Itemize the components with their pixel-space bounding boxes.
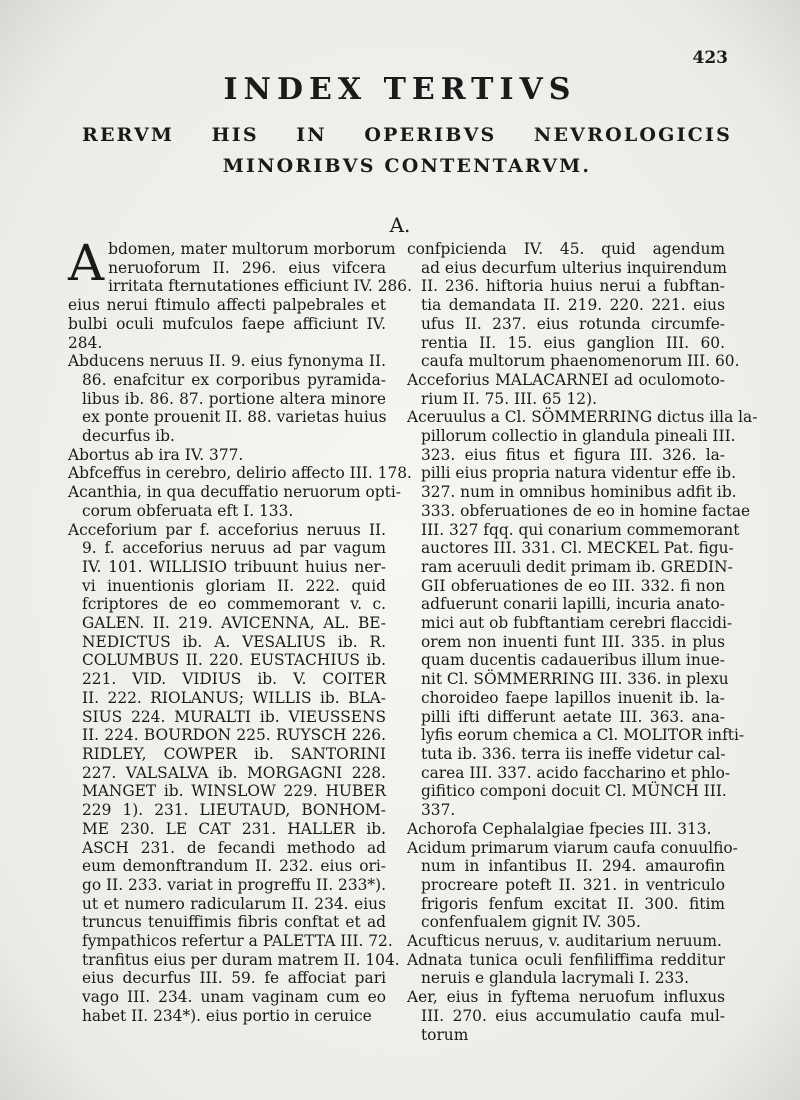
- entry-line: rium II. 75. III. 65 12).: [421, 389, 597, 408]
- entry-line: Achorofa Cephalalgiae fpecies III. 313.: [407, 819, 712, 838]
- entry-line: neruoforum II. 296. eius vifcera: [108, 258, 386, 277]
- entry-line: III. 270. eius accumulatio caufa mul-: [421, 1006, 725, 1025]
- entry-line: mici aut ob fubftantiam cerebri flaccidi-: [421, 614, 733, 633]
- entry-line: Acanthia, in qua decuffatio neruorum opti-: [68, 483, 401, 502]
- entry-line: orem non inuenti funt III. 335. in plus: [421, 632, 725, 651]
- entry-line: eius nerui ftimulo affecti palpebrales et: [68, 296, 386, 315]
- index-entry: [407, 951, 725, 988]
- entry-line: carea III. 337. acido faccharino et phlo-: [421, 763, 731, 782]
- entry-line: 327. num in omnibus hominibus adfit ib.: [421, 483, 737, 502]
- entry-line: confenfualem gignit IV. 305.: [421, 913, 641, 932]
- index-entry: [68, 446, 386, 465]
- entry-line: eum demonftrandum II. 232. eius ori-: [82, 857, 386, 876]
- entry-line: NEDICTUS ib. A. VESALIUS ib. R.: [82, 632, 386, 651]
- entry-line: pillorum collectio in glandula pineali III.: [421, 427, 736, 446]
- entry-line: corum obferuata eft I. 133.: [82, 501, 294, 520]
- entry-line: 227. VALSALVA ib. MORGAGNI 228.: [82, 763, 386, 782]
- entry-line: decurfus ib.: [82, 427, 175, 446]
- entry-line: Abfceffus in cerebro, delirio affecto III. 178.: [68, 464, 412, 483]
- index-entry: [68, 520, 400, 1026]
- entry-line: 337.: [421, 801, 456, 820]
- entry-line: ram aceruuli dedit primam ib. GREDIN-: [421, 557, 733, 576]
- section-letter: A.: [389, 213, 411, 237]
- index-entry: [407, 240, 740, 371]
- entry-line: GALEN. II. 219. AVICENNA, AL. BE-: [82, 614, 386, 633]
- entry-line: ufus II. 237. eius rotunda circumfe-: [421, 314, 725, 333]
- entry-line: 229 1). 231. LIEUTAUD, BONHOM-: [82, 801, 386, 820]
- entry-line: MANGET ib. WINSLOW 229. HUBER: [82, 782, 386, 801]
- entry-line: pilli ifti differunt aetate III. 363. ana-: [421, 707, 725, 726]
- entry-line: caufa multorum phaenomenorum III. 60.: [421, 352, 740, 371]
- entry-line: tuta ib. 336. terra iis ineffe videtur cal-: [421, 744, 726, 763]
- entry-line: 86. enafcitur ex corporibus pyramida-: [82, 370, 386, 389]
- index-entry: [407, 932, 725, 951]
- entry-line: neruis e glandula lacrymali I. 233.: [421, 969, 690, 988]
- entry-line: Acceforius MALACARNEI ad oculomoto-: [407, 370, 725, 389]
- entry-line: confpicienda IV. 45. quid agendum: [407, 240, 725, 258]
- page-number: 423: [692, 48, 728, 68]
- entry-line: II. 236. hiftoria huius nerui a fubftan-: [421, 277, 725, 296]
- entry-line: gifitico componi docuit Cl. MÜNCH III.: [421, 782, 727, 801]
- entry-line: habet II. 234*). eius portio in ceruice: [82, 1006, 372, 1025]
- index-subtitle: RERVM HIS IN OPERIBVS NEVROLOGICIS MINORIBVS CONTENTARVM.: [82, 124, 732, 177]
- entry-line: ex ponte prouenit II. 88. varietas huius: [82, 408, 387, 427]
- entry-line: bulbi oculi mufculos faepe afficiunt IV.: [68, 314, 386, 333]
- entry-line: RIDLEY, COWPER ib. SANTORINI: [82, 744, 386, 763]
- entry-line: 284.: [68, 333, 103, 352]
- entry-line: ad eius decurfum ulterius inquirendum: [421, 258, 727, 277]
- index-entry: [68, 352, 386, 446]
- index-entry: [68, 483, 401, 520]
- index-entry: [68, 464, 412, 483]
- drop-cap: A: [68, 234, 105, 292]
- entry-line: procreare poteft II. 321. in ventriculo: [421, 875, 725, 894]
- entry-line: frigoris fenfum excitat II. 300. fitim: [421, 894, 725, 913]
- index-title: INDEX TERTIVS: [223, 72, 577, 107]
- entry-line: Adnata tunica oculi fenfiliffima redditur: [407, 950, 725, 969]
- index-entry: [407, 988, 725, 1044]
- entry-line: III. 327 fqq. qui conarium commemorant: [421, 520, 740, 539]
- entry-line: 333. obferuationes de eo in homine factae: [421, 501, 751, 520]
- index-entry: [68, 234, 412, 352]
- entry-line: 221. VID. VIDIUS ib. V. COITER: [82, 670, 386, 689]
- entry-line: 323. eius fitus et figura III. 326. la-: [421, 445, 725, 464]
- entry-line: quam ducentis cadaueribus illum inue-: [421, 651, 725, 670]
- entry-line: II. 222. RIOLANUS; WILLIS ib. BLA-: [82, 688, 386, 707]
- entry-line: Aer, eius in fyftema neruofum influxus: [407, 988, 725, 1007]
- entry-line: bdomen, mater multorum morborum: [108, 240, 396, 258]
- entry-line: COLUMBUS II. 220. EUSTACHIUS ib.: [82, 651, 386, 670]
- entry-line: go II. 233. variat in progreffu II. 233*).: [82, 875, 386, 894]
- entry-line: Acufticus neruus, v. auditarium neruum.: [407, 932, 722, 951]
- entry-line: ut et numero radicularum II. 234. eius: [82, 894, 386, 913]
- entry-line: irritata fternutationes efficiunt IV. 286.: [108, 277, 412, 296]
- entry-line: Aceruulus a Cl. SÖMMERRING dictus illa la-: [407, 408, 758, 427]
- entry-line: vi inuentionis gloriam II. 222. quid: [82, 576, 386, 595]
- entry-line: eius decurfus III. 59. fe affociat pari: [82, 969, 386, 988]
- entry-line: ASCH 231. de fecandi methodo ad: [82, 838, 386, 857]
- left-column: [68, 234, 412, 1026]
- index-entry: [407, 408, 758, 820]
- entry-line: vago III. 234. unam vaginam cum eo: [82, 988, 386, 1007]
- entry-line: Abducens neruus II. 9. eius fynonyma II.: [68, 352, 386, 371]
- entry-line: tranfitus eius per duram matrem II. 104.: [82, 950, 400, 969]
- entry-line: ME 230. LE CAT 231. HALLER ib.: [82, 819, 386, 838]
- entry-line: truncus tenuiffimis fibris conftat et ad: [82, 913, 386, 932]
- entry-line: libus ib. 86. 87. portione altera minore: [82, 389, 386, 408]
- entry-line: Acceforium par f. acceforius neruus II.: [68, 520, 386, 539]
- entry-line: tia demandata II. 219. 220. 221. eius: [421, 296, 725, 315]
- index-entry: [407, 838, 738, 933]
- entry-line: fcriptores de eo commemorant v. c.: [82, 595, 386, 614]
- entry-line: choroideo faepe lapillos inuenit ib. la-: [421, 688, 725, 707]
- entry-line: GII obferuationes de eo III. 332. fi non: [421, 576, 725, 595]
- entry-line: lyfis eorum chemica a Cl. MOLITOR infti-: [421, 726, 745, 745]
- index-entry: [407, 820, 725, 839]
- entry-line: torum: [421, 1025, 469, 1044]
- entry-line: pilli eius propria natura videntur effe ib.: [421, 464, 736, 483]
- index-entry: [407, 371, 725, 408]
- entry-line: 9. f. acceforius neruus ad par vagum: [82, 539, 386, 558]
- entry-line: rentia II. 15. eius ganglion III. 60.: [421, 333, 725, 352]
- entry-line: IV. 101. WILLISIO tribuunt huius ner-: [82, 557, 386, 576]
- entry-line: fympathicos refertur a PALETTA III. 72.: [82, 932, 393, 951]
- entry-line: auctores III. 331. Cl. MECKEL Pat. figu-: [421, 539, 734, 558]
- entry-line: nit Cl. SÖMMERRING III. 336. in plexu: [421, 670, 729, 689]
- entry-line: adfuerunt conarii lapilli, incuria anato-: [421, 595, 725, 614]
- entry-line: Abortus ab ira IV. 377.: [68, 445, 244, 464]
- right-column: [407, 240, 758, 1044]
- entry-line: Acidum primarum viarum caufa conuulfio-: [407, 838, 738, 857]
- entry-line: num in infantibus II. 294. amaurofin: [421, 857, 725, 876]
- entry-line: SIUS 224. MURALTI ib. VIEUSSENS: [82, 707, 386, 726]
- entry-line: II. 224. BOURDON 225. RUYSCH 226.: [82, 726, 386, 745]
